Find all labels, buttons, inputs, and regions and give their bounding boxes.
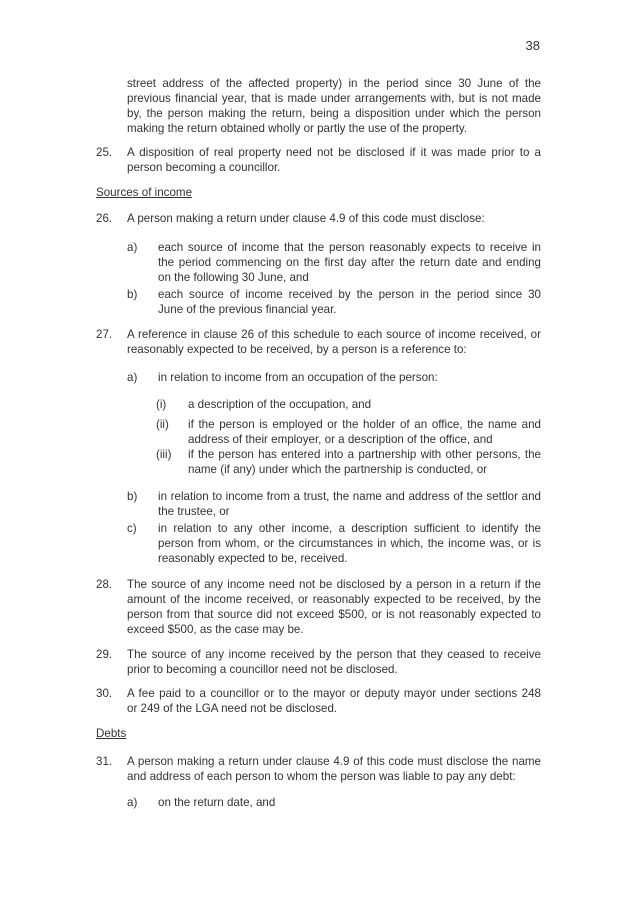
clause-27-text xyxy=(127,327,541,357)
clause-26-a-text xyxy=(158,240,541,285)
text-line: in relation to income from an occupation of the person: xyxy=(158,371,438,384)
clause-27-b-label: b) xyxy=(127,490,138,503)
clause-27-a-i-label: (i) xyxy=(156,398,167,411)
clause-31-text xyxy=(127,754,541,784)
text-line: The source of any income need not be disclosed by a person in a return if the xyxy=(127,578,541,591)
page-number: 38 xyxy=(525,38,540,53)
text-line: on the return date, and xyxy=(158,796,276,809)
text-line: the trustee, or xyxy=(158,505,230,518)
continuation-paragraph xyxy=(127,76,541,136)
clause-27-a-label: a) xyxy=(127,371,138,384)
text-line: or 249 of the LGA need not be disclosed. xyxy=(127,702,338,715)
clause-27-a-iii-text xyxy=(188,447,541,477)
clause-27-a-text xyxy=(158,370,541,385)
clause-26-text xyxy=(127,211,541,226)
text-line: June of the previous financial year. xyxy=(158,303,337,316)
text-line: if the person is employed or the holder of an office, the name and xyxy=(188,418,541,431)
clause-31-a-label: a) xyxy=(127,796,138,809)
clause-27-a-ii-label: (ii) xyxy=(156,418,169,431)
clause-25-number: 25. xyxy=(96,146,113,159)
text-line: in relation to any other income, a description sufficient to identify the xyxy=(158,522,541,535)
text-line: by, the person making the return, being a disposition under which the person xyxy=(127,107,541,120)
heading-debts: Debts xyxy=(96,727,127,740)
clause-27-number: 27. xyxy=(96,328,113,341)
clause-27-c-label: c) xyxy=(127,522,137,535)
text-line: person becoming a councillor. xyxy=(127,161,281,174)
clause-25-text xyxy=(127,145,541,175)
text-line: in relation to income from a trust, the name and address of the settlor and xyxy=(158,490,541,503)
heading-sources-of-income: Sources of income xyxy=(96,186,193,199)
text-line: A person making a return under clause 4.9 of this code must disclose the name xyxy=(127,755,541,768)
text-line: reasonably expected to be, received. xyxy=(158,552,348,565)
clause-26-b-label: b) xyxy=(127,288,138,301)
clause-28-number: 28. xyxy=(96,578,113,591)
clause-27-a-i-text xyxy=(188,397,541,412)
clause-26-b-text xyxy=(158,287,541,317)
text-line: each source of income that the person reasonably expects to receive in xyxy=(158,241,541,254)
text-line: A fee paid to a councillor or to the mayor or deputy mayor under sections 248 xyxy=(127,687,541,700)
clause-31-a-text xyxy=(158,795,541,810)
clause-27-a-iii-label: (iii) xyxy=(156,448,172,461)
text-line: name (if any) under which the partnership is conducted, or xyxy=(188,463,488,476)
text-line: if the person has entered into a partnership with other persons, the xyxy=(188,448,541,461)
text-line: address of their employer, or a description of the office, and xyxy=(188,433,493,446)
text-line: A reference in clause 26 of this schedule to each source of income received, or xyxy=(127,328,541,341)
text-line: each source of income received by the person in the period since 30 xyxy=(158,288,541,301)
text-line: amount of the income received, or reasonably expected to be received, by the xyxy=(127,593,541,606)
text-line: previous financial year, that is made under arrangements with, but is not made xyxy=(127,92,541,105)
clause-27-c-text xyxy=(158,521,541,566)
clause-26-a-label: a) xyxy=(127,241,138,254)
text-line: and address of each person to whom the person was liable to pay any debt: xyxy=(127,770,516,783)
text-line: The source of any income received by the person that they ceased to receive xyxy=(127,648,541,661)
text-line: prior to becoming a councillor need not be disclosed. xyxy=(127,663,398,676)
clause-27-a-ii-text xyxy=(188,417,541,447)
text-line: the period commencing on the first day after the return date and ending xyxy=(158,256,541,269)
clause-30-text xyxy=(127,686,541,716)
clause-28-text xyxy=(127,577,541,637)
clause-29-number: 29. xyxy=(96,648,113,661)
text-line: A disposition of real property need not be disclosed if it was made prior to a xyxy=(127,146,541,159)
text-line: A person making a return under clause 4.9 of this code must disclose: xyxy=(127,212,485,225)
text-line: a description of the occupation, and xyxy=(188,398,372,411)
clause-31-number: 31. xyxy=(96,755,113,768)
clause-29-text xyxy=(127,647,541,677)
text-line: person from whom, or the circumstances in which, the income was, or is xyxy=(158,537,541,550)
text-line: making the return obtained wholly or partly the use of the property. xyxy=(127,122,468,135)
text-line: on the following 30 June, and xyxy=(158,271,309,284)
clause-27-b-text xyxy=(158,489,541,519)
clause-26-number: 26. xyxy=(96,212,113,225)
text-line: exceed $500, as the case may be. xyxy=(127,623,304,636)
text-line: person from that source did not exceed $500, or is not reasonably expected to xyxy=(127,608,541,621)
text-line: street address of the affected property) in the period since 30 June of the xyxy=(127,77,541,90)
clause-30-number: 30. xyxy=(96,687,113,700)
text-line: reasonably expected to be received, by a person is a reference to: xyxy=(127,343,467,356)
